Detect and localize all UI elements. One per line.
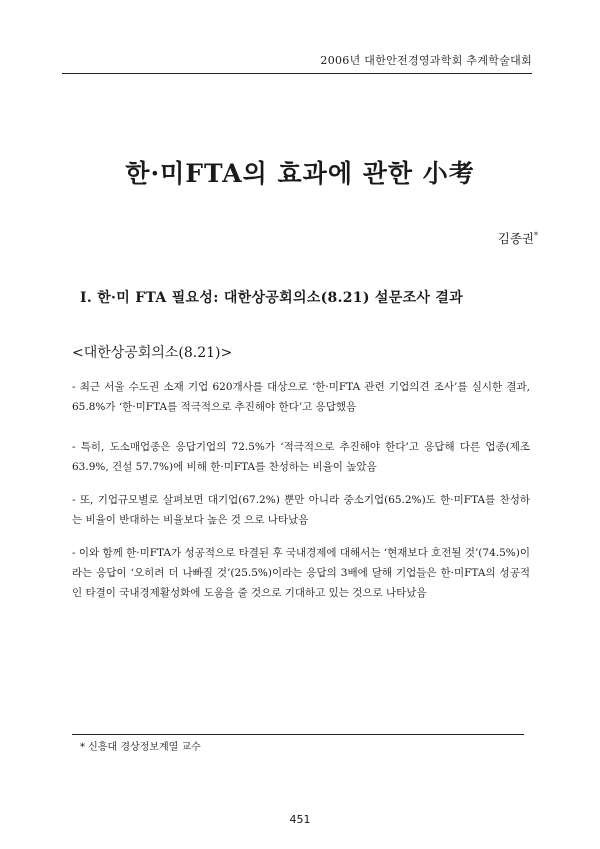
page-number: 451 bbox=[289, 813, 311, 826]
author-footnote-mark: * bbox=[534, 230, 538, 240]
author-line bbox=[498, 229, 538, 247]
header-rule bbox=[62, 73, 532, 74]
paragraph-2: - 특히, 도소매업종은 응답기업의 72.5%가 ‘적극적으로 추진해야 한다’고 응답해 다른 업종(제조 63.9%, 건설 57.7%)에 비해 한·미FTA를 찬성하는 비율이 높았음 bbox=[72, 441, 530, 473]
footnote-rule bbox=[72, 734, 524, 735]
paragraph-3: - 또, 기업규모별로 살펴보면 대기업(67.2%) 뿐만 아니라 중소기업(65.2%)도 한·미FTA를 찬성하는 비율이 반대하는 비율보다 높은 것 으로 나타났음 bbox=[72, 494, 530, 526]
paper-title: 한·미FTA의 효과에 관한 小考 bbox=[125, 159, 475, 188]
footnote: * 신흥대 경상정보계열 교수 bbox=[80, 742, 201, 753]
paragraph-4: - 이와 함께 한·미FTA가 성공적으로 타결된 후 국내경제에 대해서는 ‘현재보다 호전될 것’(74.5%)이라는 응답이 ‘오히려 더 나빠질 것’(25.5%)이라는 응답의 3배에 달해 기업들은 한·미FTA의 성공적인 타결이 국내경제활성화에 도움을 줄 것으로 기대하고 있는 것으로 나타났음 bbox=[72, 547, 530, 599]
author-name: 김종권 bbox=[497, 231, 534, 246]
section-heading: Ⅰ. 한·미 FTA 필요성: 대한상공회의소(8.21) 설문조사 결과 bbox=[80, 290, 464, 306]
paragraph-1: - 최근 서울 수도권 소재 기업 620개사를 대상으로 ‘한·미FTA 관련 기업의견 조사’를 실시한 결과, 65.8%가 ‘한·미FTA를 적극적으로 추진해야 한다’고 응답했음 bbox=[72, 381, 530, 413]
running-header: 2006년 대한안전경영과학회 추계학술대회 bbox=[320, 54, 532, 67]
source-label: <대한상공회의소(8.21)> bbox=[72, 345, 233, 361]
